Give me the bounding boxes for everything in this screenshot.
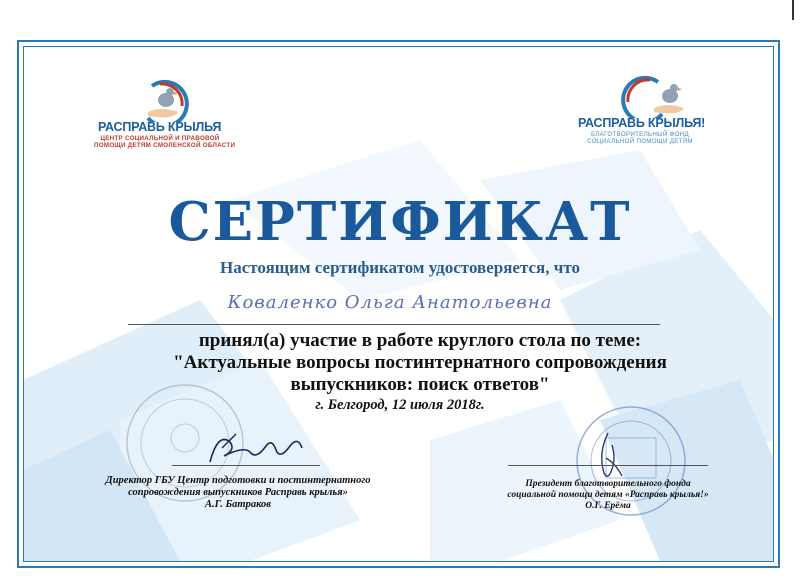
left-logo-subtitle-line: ЦЕНТР СОЦИАЛЬНОЙ И ПРАВОВОЙ — [100, 135, 220, 142]
scan-edge-mark — [792, 0, 794, 20]
left-logo-subtitle — [94, 135, 236, 149]
participation-text: принял(а) участие в работе круглого стола по теме: — [198, 330, 642, 351]
signatory-right-name: О.Г. Ерёма — [585, 501, 631, 511]
date-place: г. Белгород, 12 июля 2018г. — [315, 397, 485, 413]
bird-in-hand-icon — [90, 78, 230, 122]
signatory-left — [88, 475, 388, 511]
signature-right — [588, 428, 638, 483]
signatory-right-line: Президент благотворительного фонда — [525, 479, 691, 489]
bird-in-hand-icon — [570, 74, 700, 118]
certificate-subtitle: Настоящим сертификатом удостоверяется, что — [220, 258, 580, 277]
right-logo-subtitle-line: СОЦИАЛЬНОЙ ПОМОЩИ ДЕТЯМ — [587, 138, 693, 145]
signature-line-left — [172, 465, 320, 466]
certificate-title: СЕРТИФИКАТ — [168, 191, 632, 253]
left-logo — [90, 78, 236, 158]
left-logo-subtitle-line: ПОМОЩИ ДЕТЯМ СМОЛЕНСКОЙ ОБЛАСТИ — [94, 142, 236, 149]
signatory-right-line: социальной помощи детям «Расправь крылья!» — [507, 490, 709, 500]
signatory-left-name: А.Г. Батраков — [205, 499, 271, 510]
signatory-right — [488, 479, 728, 512]
topic-text-line2: выпускников: поиск ответов" — [290, 374, 550, 395]
recipient-underline — [128, 324, 660, 325]
recipient-name: Коваленко Ольга Анатольевна — [227, 292, 553, 313]
right-logo-name: РАСПРАВЬ КРЫЛЬЯ! — [578, 116, 706, 130]
signature-line-right — [508, 465, 708, 466]
right-logo-subtitle — [582, 131, 698, 145]
left-logo-name: РАСПРАВЬ КРЫЛЬЯ — [98, 120, 222, 134]
right-logo — [570, 74, 706, 152]
signatory-left-line: Директор ГБУ Центр подготовки и постинтернатного — [105, 475, 371, 486]
signatory-left-line: сопровождения выпускников Расправь крылья» — [128, 487, 348, 498]
right-logo-subtitle-line: БЛАГОТВОРИТЕЛЬНЫЙ ФОНД — [590, 131, 690, 138]
topic-text-line1: "Актуальные вопросы постинтернатного сопровождения — [173, 352, 667, 373]
signature-left — [200, 428, 310, 468]
